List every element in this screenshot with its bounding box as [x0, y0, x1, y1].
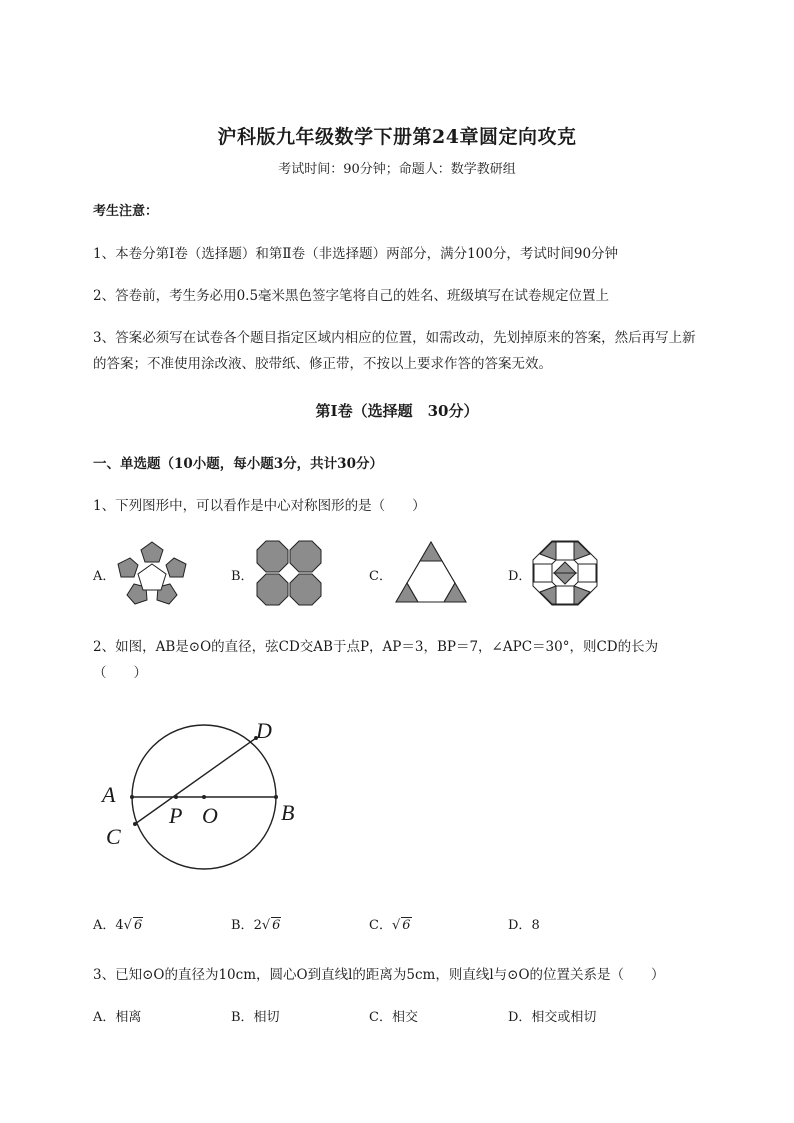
q1-option-b-label: B．	[231, 569, 254, 584]
q2-option-a-radicand: 6	[133, 918, 143, 933]
part-title: 第I卷（选择题 30分）	[315, 402, 479, 420]
q2-option-a-coef: 4	[115, 918, 124, 933]
q3-option-b: B．相切	[231, 1010, 280, 1025]
q2-option-a-label: A．	[93, 918, 116, 933]
chord-cd	[135, 738, 256, 824]
q1-option-c-label: C．	[369, 569, 392, 584]
q1-option-c-figure	[394, 540, 468, 604]
notice-heading: 考生注意：	[93, 204, 159, 219]
q2-option-c-radicand: 6	[402, 918, 411, 933]
pentagon-shape	[118, 558, 138, 577]
section-heading: 一、单选题（10小题，每小题3分，共计30分）	[93, 456, 383, 472]
q1-option-d-label: D．	[508, 569, 532, 584]
q2-option-a	[93, 914, 143, 933]
q3-option-a: A．相离	[93, 1010, 142, 1025]
sqrt-symbol: √ 6	[123, 918, 143, 933]
notice-item-3-cont: 的答案；不准使用涂改液、胶带纸、修正带，不按以上要求作答的答案无效。	[93, 356, 552, 372]
q2-option-d-label: D．	[508, 918, 532, 933]
q2-option-d	[508, 914, 540, 933]
point-b-dot	[274, 795, 278, 799]
q2-option-b-coef: 2	[253, 918, 262, 933]
label-d: D	[256, 718, 272, 743]
q2-option-c	[369, 914, 412, 933]
question-3-stem: 3、已知⊙O的直径为10cm，圆心O到直线l的距离为5cm，则直线l与⊙O的位置关系是（ ）	[93, 967, 665, 983]
label-c: C	[106, 824, 121, 849]
octagon-shape	[290, 541, 321, 572]
pentagon-shape	[166, 558, 186, 577]
octagon-shape	[257, 541, 288, 572]
label-a: A	[102, 782, 116, 807]
q1-option-a-figure	[114, 540, 190, 606]
page-title: 沪科版九年级数学下册第24章圆定向攻克	[217, 126, 577, 148]
label-o: O	[202, 803, 218, 828]
q1-option-b-figure	[256, 540, 322, 606]
square-tile	[534, 564, 552, 582]
q2-option-d-text: 8	[531, 918, 540, 933]
point-a-dot	[130, 795, 134, 799]
corner-triangle	[420, 542, 442, 561]
notice-item-1: 1、本卷分第I卷（选择题）和第Ⅱ卷（非选择题）两部分，满分100分，考试时间90分钟	[93, 246, 619, 262]
exam-info: 考试时间：90分钟；命题人：数学教研组	[278, 162, 516, 177]
point-p-dot	[174, 795, 178, 799]
circle-geometry-figure	[96, 712, 316, 872]
square-tile	[556, 542, 574, 560]
label-p: P	[169, 803, 183, 828]
q1-option-a-label: A．	[93, 569, 116, 584]
q1-option-d-figure	[532, 540, 598, 606]
square-tile	[578, 564, 596, 582]
octagon-shape	[290, 574, 321, 605]
q2-option-c-label: C．	[369, 918, 392, 933]
question-1-stem: 1、下列图形中，可以看作是中心对称图形的是（ ）	[93, 498, 426, 514]
notice-item-3: 3、答案必须写在试卷各个题目指定区域内相应的位置，如需改动，先划掉原来的答案，然后再写上新	[93, 330, 696, 346]
q3-option-c: C．相交	[369, 1010, 418, 1025]
point-c-dot	[133, 822, 137, 826]
notice-item-2: 2、答卷前，考生务必用0.5毫米黑色签字笔将自己的姓名、班级填写在试卷规定位置上	[93, 288, 610, 304]
label-b: B	[281, 800, 295, 825]
square-tile	[556, 586, 574, 604]
octagon-shape	[257, 574, 288, 605]
question-2-stem: 2、如图，AB是⊙O的直径，弦CD交AB于点P，AP＝3，BP＝7，∠APC＝30°，则CD的长为	[93, 639, 659, 655]
sqrt-symbol: √ 6	[391, 918, 411, 933]
sqrt-symbol: √ 6	[261, 918, 281, 933]
question-2-stem-blank: （ ）	[93, 665, 147, 681]
q2-option-b	[231, 914, 281, 933]
q2-option-b-radicand: 6	[272, 918, 281, 933]
q2-option-b-label: B．	[231, 918, 254, 933]
q3-option-d: D．相交或相切	[508, 1010, 597, 1025]
pentagon-shape	[141, 542, 163, 562]
point-o-dot	[202, 795, 206, 799]
